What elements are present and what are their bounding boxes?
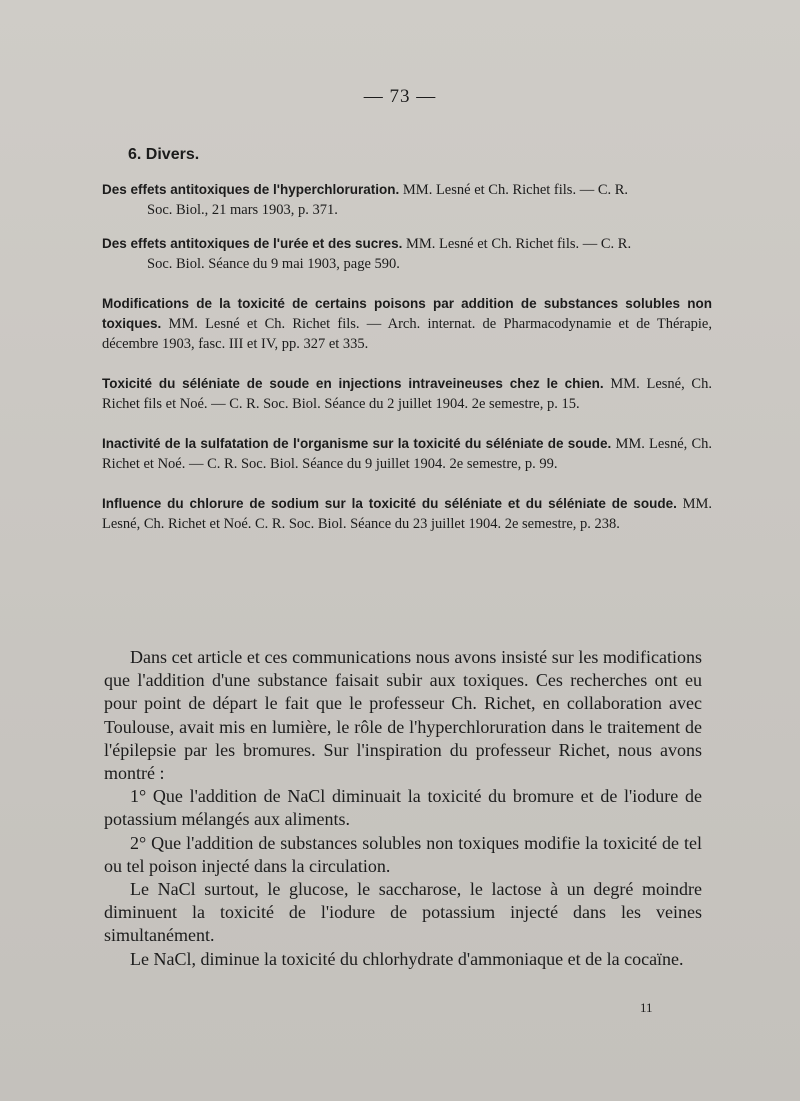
reference-list [102, 180, 712, 548]
reference-title: Des effets antitoxiques de l'urée et des sucres. [102, 236, 403, 251]
reference-title: Inactivité de la sulfatation de l'organisme sur la toxicité du séléniate de soude. [102, 436, 612, 451]
signature-mark: 11 [640, 1000, 653, 1015]
body-paragraph: 1° Que l'addition de NaCl diminuait la toxicité du bromure et de l'iodure de potassium mélangés aux aliments. [104, 786, 702, 830]
reference-item [102, 434, 712, 474]
reference-item [102, 294, 712, 354]
reference-authors: MM. Lesné et Ch. Richet fils. — C. R. [402, 236, 632, 252]
reference-authors: MM. Lesné, Ch. Richet et Noé. C. R. Soc. Biol. Séance du 23 juillet 1904. 2e semestre, p. 238. [102, 496, 712, 532]
reference-source: Soc. Biol., 21 mars 1903, p. 371. [147, 202, 338, 218]
body-paragraph: Le NaCl surtout, le glucose, le saccharose, le lactose à un degré moindre diminuent la toxicité de l'iodure de potassium injecté dans les veines simultanément. [104, 879, 702, 946]
reference-title: Influence du chlorure de sodium sur la toxicité du séléniate et du séléniate de soude. [102, 496, 677, 511]
reference-item [102, 374, 712, 414]
reference-item [102, 494, 712, 534]
reference-authors: MM. Lesné, Ch. Richet et Noé. — C. R. Soc. Biol. Séance du 9 juillet 1904. 2e semestre, p. 99. [102, 436, 712, 472]
reference-item [102, 234, 712, 274]
body-text [104, 646, 702, 971]
reference-title: Des effets antitoxiques de l'hyperchloruration. [102, 182, 400, 197]
body-paragraph: Dans cet article et ces communications nous avons insisté sur les modifications que l'addition d'une substance faisait subir aux toxiques. Ces recherches ont eu pour point de départ le fait que le professeur Ch. Richet, en collaboration avec Toulouse, avait mis en lumière, le rôle de l'hyperchloruration dans le traitement de l'épilepsie par les bromures. Sur l'inspiration du professeur Richet, nous avons montré : [104, 647, 702, 784]
reference-title: Toxicité du séléniate de soude en injections intraveineuses chez le chien. [102, 376, 604, 391]
reference-authors: MM. Lesné et Ch. Richet fils. — Arch. internat. de Pharmacodynamie et de Thérapie, décembre 1903, fasc. III et IV, pp. 327 et 335. [102, 316, 712, 352]
reference-item [102, 180, 712, 220]
reference-authors: MM. Lesné et Ch. Richet fils. — C. R. [399, 182, 629, 198]
body-paragraph: 2° Que l'addition de substances solubles non toxiques modifie la toxicité de tel ou tel poison injecté dans la circulation. [104, 832, 702, 876]
reference-authors: MM. Lesné, Ch. Richet fils et Noé. — C. R. Soc. Biol. Séance du 2 juillet 1904. 2e semestre, p. 15. [102, 376, 712, 412]
body-paragraph: Le NaCl, diminue la toxicité du chlorhydrate d'ammoniaque et de la cocaïne. [130, 948, 684, 969]
page-number: — 73 — [363, 86, 437, 107]
reference-source: Soc. Biol. Séance du 9 mai 1903, page 590. [147, 256, 400, 272]
section-title: 6. Divers. [128, 146, 200, 163]
reference-title: Modifications de la toxicité de certains poisons par addition de substances solubles non toxiques. [102, 296, 712, 331]
